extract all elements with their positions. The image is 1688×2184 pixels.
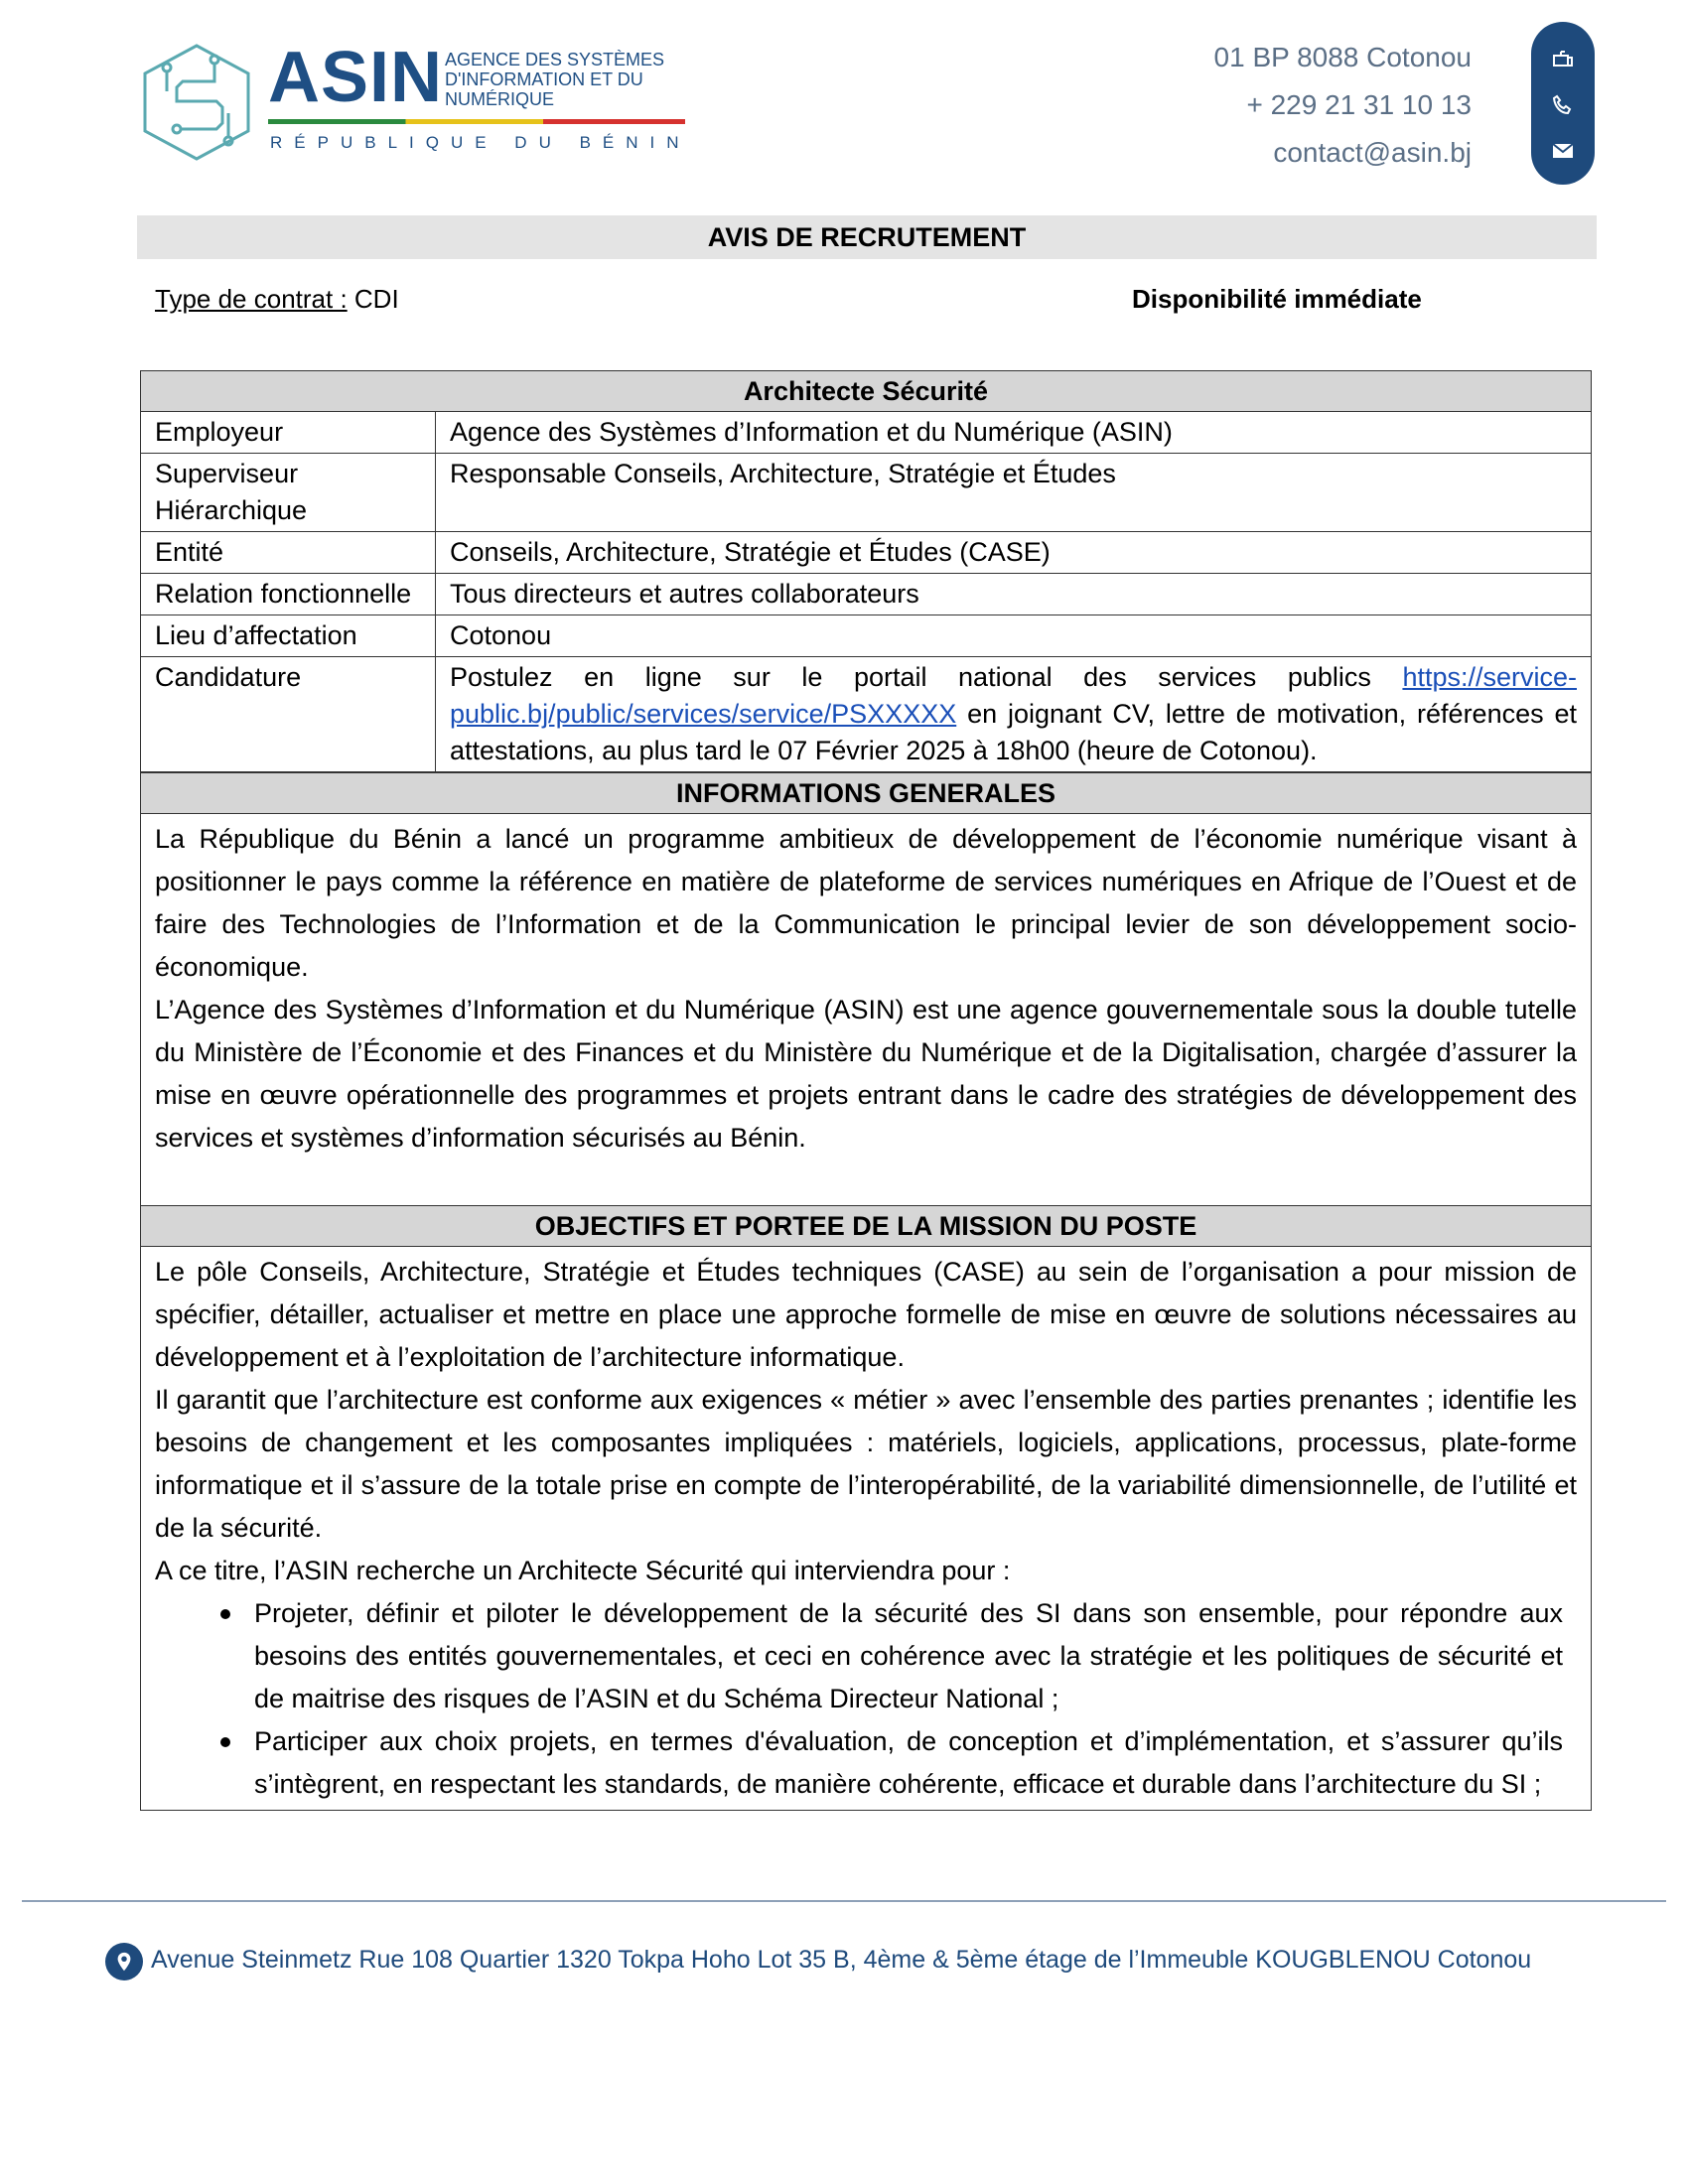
contact-phone: + 229 21 31 10 13 [1246, 89, 1472, 120]
envelope-icon [1551, 139, 1575, 163]
mission-bullets [155, 1592, 1577, 1806]
mission-section: Le pôle Conseils, Architecture, Stratégie et Études techniques (CASE) au sein de l’organisation a pour mission de spécifier, détailler, actualiser et mettre en place une approche formelle de mise en œuvre de solutions nécessaires au développement et à l’exploitation de l’architecture informatique. Il garantit que l’architecture est conforme aux exigences « métier » avec l’ensemble des parties prenantes ; identifie les besoins de changement et les composantes impliquées : matériels, logiciels, applications, processus, plate-forme informatique et il s’assure de la totale prise en compte de l’interopérabilité, de la variabilité dimensionnelle, de l’utilité et de la sécurité. A ce titre, l’ASIN recherche un Architecte Sécurité qui interviendra pour : Projeter, définir et piloter le développement de la sécurité des SI dans son ensemble, pour répondre aux besoins des entités gouvernementales, et ceci en cohérence avec la stratégie et les politiques de sécurité et de maitrise des risques de l’ASIN et du Schéma Directeur National ; Participer aux choix projets, en termes d'évaluation, de conception et d’implémentation, et s’assurer qu’ils s’intègrent, en respectant les standards, de manière cohérente, efficace et durable dans l’architecture du SI ; [141, 1247, 1591, 1810]
section-heading-general: INFORMATIONS GENERALES [141, 772, 1591, 814]
circuit-s-logo-icon [137, 42, 256, 163]
notice-title: AVIS DE RECRUTEMENT [137, 215, 1597, 259]
contract-type: Type de contrat : CDI [155, 284, 399, 314]
general-section: La République du Bénin a lancé un programme ambitieux de développement de l’économie numérique visant à positionner le pays comme la référence en matière de plateforme de services numériques en Afrique de l’Ouest et de faire des Technologies de l’Information et de la Communication le principal levier de son développement socio-économique. L’Agence des Systèmes d’Information et du Numérique (ASIN) est une agence gouvernementale sous la double tutelle du Ministère de l’Économie et des Finances et du Ministère du Numérique et de la Digitalisation, chargée d’assurer la mise en œuvre opérationnelle des programmes et projets entrant dans le cadre des stratégies de développement des services et systèmes d’information sécurisés au Bénin. [141, 814, 1591, 1206]
list-item: Projeter, définir et piloter le développement de la sécurité des SI dans son ensemble, pour répondre aux besoins des entités gouvernementales, et ceci en cohérence avec la stratégie et les politiques de sécurité et de maitrise des risques de l’ASIN et du Schéma Directeur National ; [155, 1592, 1563, 1720]
table-row: Relation fonctionnelle Tous directeurs et autres collaborateurs [141, 574, 1591, 615]
asin-logo [137, 38, 693, 167]
footer-divider [22, 1900, 1666, 1902]
contact-email[interactable]: contact@asin.bj [1273, 137, 1472, 168]
mailbox-icon [1551, 48, 1575, 71]
availability: Disponibilité immédiate [1132, 284, 1422, 314]
table-row: Superviseur Hiérarchique Responsable Conseils, Architecture, Stratégie et Études [141, 454, 1591, 532]
logo-subtitle: AGENCE DES SYSTÈMES D'INFORMATION ET DU NUMÉRIQUE [445, 50, 665, 109]
application-row: Candidature Postulez en ligne sur le portail national des services publics https://service-public.bj/public/services/service/PSXXXXX en joignant CV, lettre de motivation, références et attestations, au plus tard le 07 Février 2025 à 18h00 (heure de Cotonou). [141, 657, 1591, 772]
location-icon [105, 1943, 143, 1980]
phone-icon [1551, 93, 1575, 117]
table-row: Lieu d’affectation Cotonou [141, 615, 1591, 657]
job-title: Architecte Sécurité [141, 371, 1591, 412]
flag-stripe [268, 119, 685, 124]
table-row: Entité Conseils, Architecture, Stratégie et Études (CASE) [141, 532, 1591, 574]
contact-block [1214, 34, 1472, 177]
contact-address: 01 BP 8088 Cotonou [1213, 42, 1472, 72]
job-table [140, 370, 1592, 1811]
logo-wordmark: ASIN [268, 38, 444, 117]
footer-address: Avenue Steinmetz Rue 108 Quartier 1320 Tokpa Hoho Lot 35 B, 4ème & 5ème étage de l’Immeuble KOUGBLENOU Cotonou [151, 1946, 1532, 1974]
section-heading-mission: OBJECTIFS ET PORTEE DE LA MISSION DU POSTE [141, 1206, 1591, 1247]
contact-icons-pill [1531, 22, 1595, 185]
list-item: Participer aux choix projets, en termes d'évaluation, de conception et d’implémentation, et s’assurer qu’ils s’intègrent, en respectant les standards, de manière cohérente, efficace et durable dans l’architecture du SI ; [155, 1720, 1563, 1806]
application-link[interactable]: https://service-public.bj/public/services/service/PSXXXXX [450, 662, 1577, 729]
table-row: Employeur Agence des Systèmes d’Information et du Numérique (ASIN) [141, 412, 1591, 454]
logo-country: RÉPUBLIQUE DU BÉNIN [270, 133, 691, 152]
